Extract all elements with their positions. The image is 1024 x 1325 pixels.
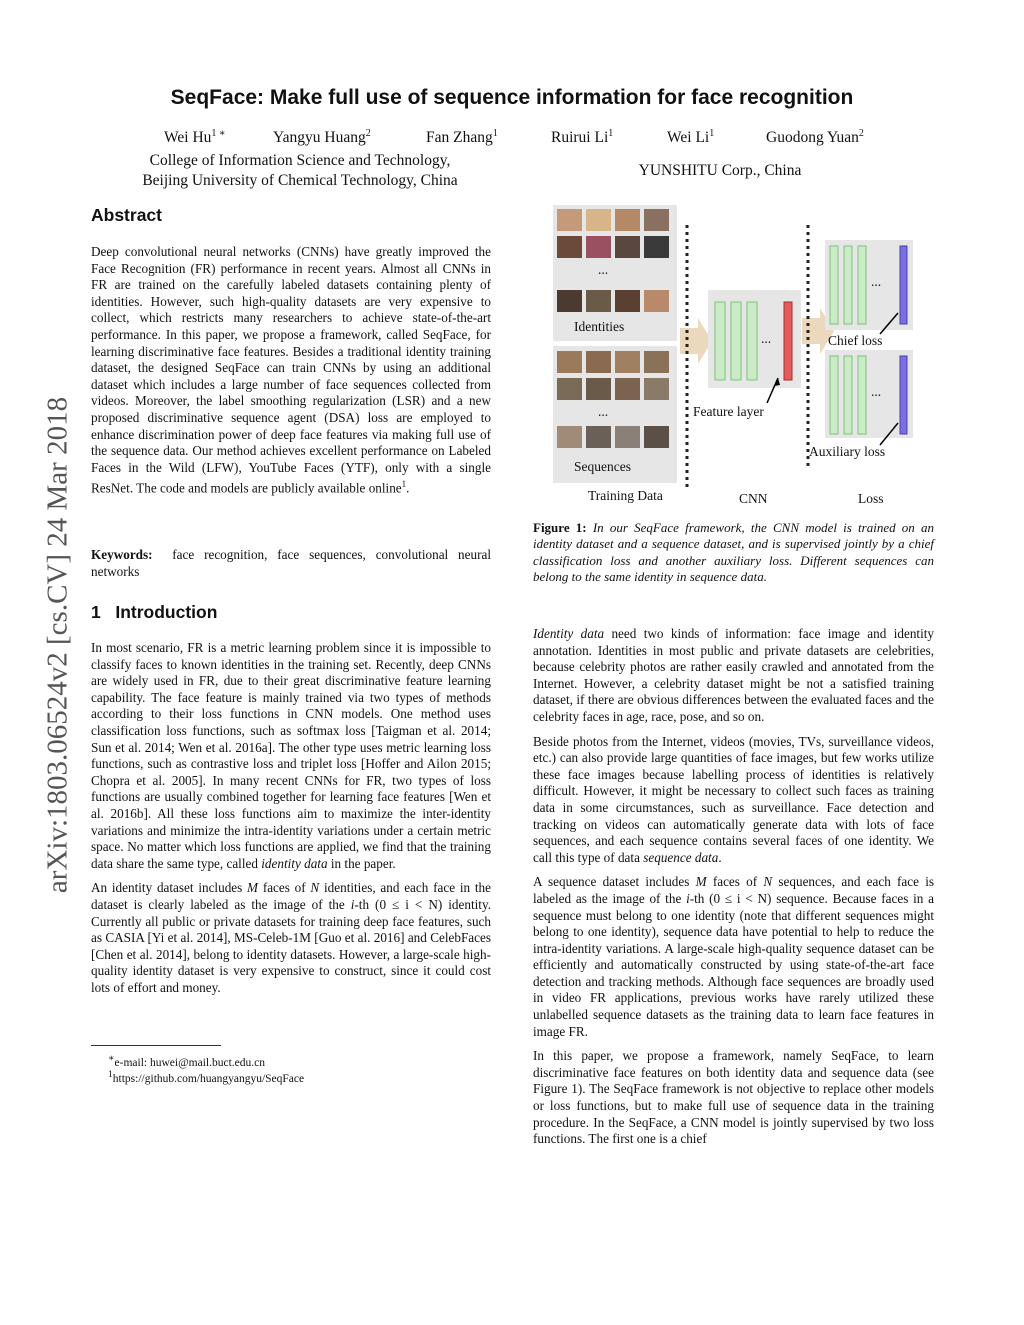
aux-ellipsis: ... xyxy=(871,384,882,399)
footnote-2: $^1$https://github.com/huangyangyu/SeqFace xyxy=(108,1069,305,1085)
right-paragraph-2: Beside photos from the Internet, videos (movies, TVs, surveillance videos, etc.) can also provide large quantities of face images, but few works utilize these face images because labelling process of identities is relatively difficult. However, it might be necessary to collect such faces as training data in some circumstances, such as surveillance. Face detection and tracking on videos can automatically generate data with lots of face sequences, and each sequence contains several faces of one identity. We call this type of data sequence data. xyxy=(533,733,934,865)
abstract-text: Deep convolutional neural networks (CNNs) have greatly improved the Face Recognition (FR) performance in recent years. Almost all CNNs in FR are trained on the carefully labeled datasets containing plenty of identities. However, such high-quality datasets are very expensive to collect, which restricts many researchers to achieve state-of-the-art performance. In this paper, we propose a framework, called SeqFace, for learning discriminative face features. Besides a traditional identity training dataset, the designed SeqFace can train CNNs by using an additional dataset which includes a large number of face sequences collected from videos. Moreover, the label smoothing regularization (LSR) and a new proposed discriminative sequence agent (DSA) loss are employed to enhance discrimination power of deep face features via making full use of the sequence data. Our method achieves excellent performance on Labeled Faces in the Wild (LFW), YouTube Faces (YTF), only with a single ResNet. The code and models are publicly available online$^1$. xyxy=(91,244,491,496)
identities-ellipsis: ... xyxy=(598,262,609,277)
aux-loss-bar xyxy=(900,356,907,434)
intro-heading: 1 Introduction xyxy=(91,602,218,622)
figure-1-caption: Figure 1: In our SeqFace framework, the CNN model is trained on an identity dataset and a sequence dataset, and is supervised jointly by a chief classification loss and another auxiliary loss. Different sequences can belong to the same identity in sequence data. xyxy=(533,520,935,585)
identities-label: Identities xyxy=(574,319,625,334)
intro-body xyxy=(91,640,491,1004)
cnn-layer xyxy=(715,302,725,380)
figure-1 xyxy=(540,200,940,515)
loss-layer xyxy=(844,246,852,324)
sequences-ellipsis: ... xyxy=(598,404,609,419)
loss-layer xyxy=(830,356,838,434)
author-5: Wei Li$^1$ xyxy=(667,128,715,147)
footnote-1: ∗e-mail: huwei@mail.buct.edu.cn xyxy=(108,1053,265,1069)
right-column-body xyxy=(533,626,934,1156)
sequences-label: Sequences xyxy=(574,459,631,474)
feature-layer-label: Feature layer xyxy=(693,404,764,419)
arxiv-stamp: arXiv:1803.06524v2 [cs.CV] 24 Mar 2018 xyxy=(41,396,74,894)
intro-paragraph-1: In most scenario, FR is a metric learning problem since it is impossible to classify faces to known identities in the training set. Recently, deep CNNs are widely used in FR, due to their great discriminative feature learning capability. The face feature is mainly trained via two types of methods according to their loss functions in CNN models. One method uses classification loss functions, such as softmax loss [Taigman et al. 2014; Sun et al. 2014; Wen et al. 2016a]. The other type uses metric learning loss functions, such as contrastive loss and triplet loss [Hoffer and Ailon 2015; Chopra et al. 2005]. In many recent CNNs for FR, two types of loss functions are usually combined together for learning face features [Wen et al. 2016b]. All these loss functions aim to maximize the inter-identity variations and minimize the intra-identity variations under a certain metric space. No matter which loss functions are applied, we find that the training data share the same type, called identity data in the paper. xyxy=(91,640,491,871)
right-paragraph-1: Identity data need two kinds of information: face image and identity annotation. Identities in most public and private datasets are celebrities, because celebrity photos are rather easily crawled and annotated from the Internet. However, a celebrity dataset might be not a satisfied training dataset, if there are obvious differences between the evaluated faces and the celebrity faces in age, race, pose, and so on. xyxy=(533,626,934,724)
loss-layer xyxy=(858,356,866,434)
cnn-layer xyxy=(731,302,741,380)
chief-ellipsis: ... xyxy=(871,274,882,289)
author-2: Yangyu Huang$^2$ xyxy=(273,128,371,147)
cnn-layer xyxy=(747,302,757,380)
author-6: Guodong Yuan$^2$ xyxy=(766,128,864,147)
loss-label: Loss xyxy=(858,491,884,506)
auxiliary-loss-label: Auxiliary loss xyxy=(809,444,886,459)
right-paragraph-4: In this paper, we propose a framework, namely SeqFace, to learn discriminative face features on both identity data and sequence data (see Figure 1). The SeqFace framework is not objective to replace other models or loss functions, but to make full use of sequence data in the training procedure. In the SeqFace, a CNN model is jointly supervised by two loss functions. The first one is a chief xyxy=(533,1048,934,1147)
author-4: Ruirui Li$^1$ xyxy=(551,128,614,147)
loss-layer xyxy=(844,356,852,434)
intro-paragraph-2: An identity dataset includes M faces of N identities, and each face in the dataset is clearly labeled as the image of the i-th (0 ≤ i < N) identity. Currently all public or private datasets for training deep face features, such as CASIA [Yi et al. 2014], MS-Celeb-1M [Guo et al. 2016] and CelebFaces [Chen et al. 2014], belong to identity datasets. However, a large-scale high-quality identity dataset is very expensive to construct, since it could cost lots of effort and money. xyxy=(91,880,491,995)
affiliation-1: College of Information Science and Technology, Beijing University of Chemical Technology, China xyxy=(142,152,458,189)
chief-loss-bar xyxy=(900,246,907,324)
loss-layer xyxy=(830,246,838,324)
footnote-rule xyxy=(91,1045,221,1046)
cnn-ellipsis: ... xyxy=(761,331,772,346)
arrow-to-cnn xyxy=(680,318,712,364)
right-paragraph-3: A sequence dataset includes M faces of N sequences, and each face is labeled as the image of the i-th (0 ≤ i < N) sequence. Because faces in a sequence must belong to one identity (note that different sequences might belong to one identity), sequence data have potential to help to reduce the intra-identity variations. A large-scale high-quality sequence dataset can be efficiently and automatically constructed by using state-of-the-art face detection and tracking methods. Although face sequences are broadly used in video FR applications, previous works have rarely utilized these unlabelled sequence datasets as the training data to learn face features in image FR. xyxy=(533,874,935,1039)
training-data-label: Training Data xyxy=(588,488,663,503)
cnn-label: CNN xyxy=(739,491,768,506)
affiliation-2: YUNSHITU Corp., China xyxy=(638,162,802,179)
loss-layer xyxy=(858,246,866,324)
abstract-heading: Abstract xyxy=(91,205,162,225)
feature-layer-bar xyxy=(784,302,792,380)
chief-loss-label: Chief loss xyxy=(828,333,883,348)
author-1: Wei $Hu^{1 ∗}$ xyxy=(164,128,226,147)
paper-title: SeqFace: Make full use of sequence information for face recognition xyxy=(170,86,854,109)
keywords: Keywords: face recognition, face sequences, convolutional neural networks xyxy=(91,547,492,579)
author-3: Fan Zhang$^1$ xyxy=(426,128,498,147)
